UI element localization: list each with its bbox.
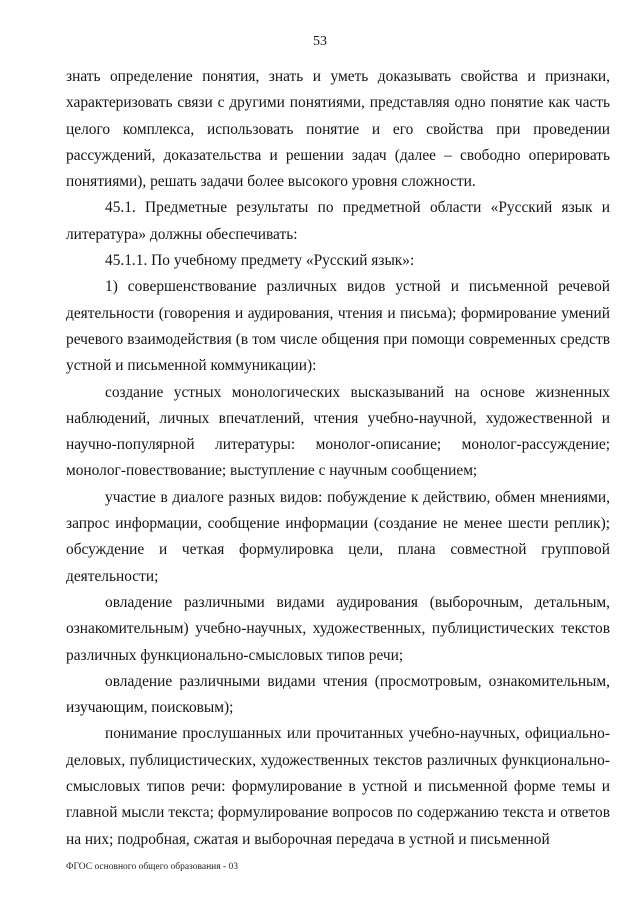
paragraph-item-1: 1) совершенствование различных видов устной и письменной речевой деятельности (говорения и аудирования, чтения и письма); формирование умений речевого взаимодействия (в том числе общения при помощи современных средств устной и письменной коммуникации):: [66, 278, 610, 375]
paragraph-dialogue: участие в диалоге разных видов: побуждение к действию, обмен мнениями, запрос информации, сообщение информации (создание не менее шести реплик); обсуждение и четкая формулировка цели, плана совместной групповой деятельности;: [66, 488, 610, 585]
paragraph-definition: знать определение понятия, знать и уметь доказывать свойства и признаки, характеризовать связи с другими понятиями, представляя одно понятие как часть целого комплекса, использовать понятие и его свойства при проведении рассуждений, доказательства и решении задач (далее – свободно оперировать понятиями), решать задачи более высокого уровня сложности.: [66, 68, 610, 191]
paragraph-reading: овладение различными видами чтения (просмотровым, ознакомительным, изучающим, поисковым);: [66, 672, 610, 717]
page-number: 53: [313, 34, 327, 49]
page-footer: ФГОС основного общего образования - 03: [66, 862, 239, 872]
paragraph-understanding: понимание прослушанных или прочитанных учебно-научных, официально-деловых, публицистических, художественных текстов различных функционально-смысловых типов речи: формулирование в устной и письменной форме темы и главной мысли текста; формулирование вопросов по содержанию текста и ответов на них; подробная, сжатая и выборочная передача в устной и письменной: [66, 725, 610, 848]
paragraph-45-1-1: 45.1.1. По учебному предмету «Русский язык»:: [105, 252, 415, 270]
document-body: [66, 64, 610, 853]
paragraph-45-1: 45.1. Предметные результаты по предметной области «Русский язык и литература» должны обеспечивать:: [66, 199, 610, 243]
paragraph-listening: овладение различными видами аудирования (выборочным, детальным, ознакомительным) учебно-научных, художественных, публицистических текстов различных функционально-смысловых типов речи;: [66, 593, 610, 664]
paragraph-monologue: создание устных монологических высказываний на основе жизненных наблюдений, личных впечатлений, чтения учебно-научной, художественной и научно-популярной литературы: монолог-описание; монолог-рассуждение; монолог-повествование; выступление с научным сообщением;: [66, 383, 610, 480]
